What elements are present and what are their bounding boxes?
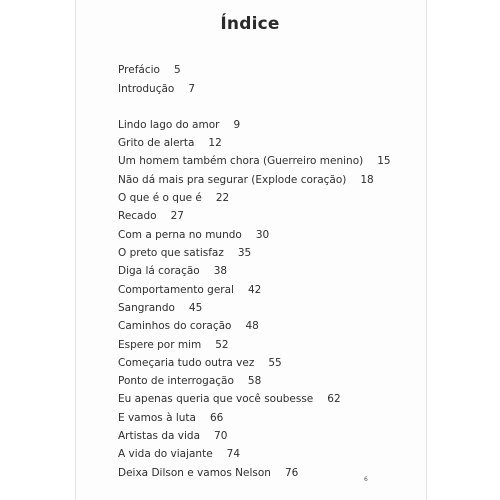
toc-entry bbox=[118, 174, 374, 187]
toc-entry bbox=[118, 119, 240, 132]
toc-entry-label: Comportamento geral bbox=[118, 284, 234, 296]
toc-entry-label: Ponto de interrogação bbox=[118, 375, 234, 387]
page-title: Índice bbox=[220, 14, 280, 34]
toc-entry bbox=[118, 393, 341, 406]
toc-entry-label: Espere por mim bbox=[118, 339, 202, 351]
toc-entry bbox=[118, 265, 227, 278]
toc-entry-label: Diga lá coração bbox=[118, 265, 200, 277]
toc-entry-page: 74 bbox=[226, 448, 241, 460]
toc-entry bbox=[118, 412, 223, 425]
toc-entry-page: 12 bbox=[208, 137, 222, 149]
toc-entry bbox=[118, 247, 251, 260]
toc-entry-label: Com a perna no mundo bbox=[118, 229, 242, 241]
toc-entry-page: 58 bbox=[247, 375, 262, 387]
page-number: 6 bbox=[364, 476, 368, 483]
toc-entry-page: 18 bbox=[360, 174, 374, 186]
toc-entry-label: Introdução bbox=[118, 83, 175, 95]
toc-entry-page: 55 bbox=[268, 357, 282, 369]
toc-entry-page: 38 bbox=[213, 265, 228, 277]
toc-entry bbox=[118, 229, 269, 242]
toc-entry-page: 9 bbox=[233, 119, 241, 131]
toc-entry bbox=[118, 192, 229, 205]
toc-entry-label: Deixa Dilson e vamos Nelson bbox=[118, 467, 271, 479]
toc-entry-page: 52 bbox=[215, 339, 229, 351]
toc-entry-page: 30 bbox=[255, 229, 270, 241]
toc-entry-page: 7 bbox=[188, 83, 196, 95]
toc-entry-label: Não dá mais pra segurar (Explode coração) bbox=[118, 174, 347, 186]
toc-entry-label: Começaria tudo outra vez bbox=[118, 357, 255, 369]
toc-entry-page: 22 bbox=[215, 192, 230, 204]
toc-entry-page: 5 bbox=[173, 64, 181, 76]
toc-entry-page: 48 bbox=[245, 320, 259, 332]
toc-entry-page: 76 bbox=[284, 467, 299, 479]
toc-entry bbox=[118, 64, 181, 77]
toc-entry bbox=[118, 448, 240, 461]
toc-entry-label: Grito de alerta bbox=[118, 137, 195, 149]
toc-entry-label: Lindo lago do amor bbox=[118, 119, 220, 131]
toc-entry-page: 15 bbox=[377, 155, 391, 167]
toc-entry bbox=[118, 357, 282, 370]
toc-entry-label: Prefácio bbox=[118, 64, 160, 76]
toc-entry-page: 45 bbox=[188, 302, 203, 314]
toc-entry-label: E vamos à luta bbox=[118, 412, 196, 424]
toc-entry-label: Um homem também chora (Guerreiro menino) bbox=[118, 155, 364, 167]
toc-entry bbox=[118, 467, 298, 480]
toc-entry bbox=[118, 375, 261, 388]
toc-entry bbox=[118, 83, 195, 96]
toc-entry-label: O que é o que é bbox=[118, 192, 202, 204]
toc-entry bbox=[118, 210, 184, 223]
toc-entry-page: 66 bbox=[209, 412, 224, 424]
toc-entry-page: 35 bbox=[237, 247, 252, 259]
toc-entry-label: Eu apenas queria que você soubesse bbox=[118, 393, 314, 405]
toc-entry-page: 62 bbox=[327, 393, 341, 405]
toc-entry bbox=[118, 137, 222, 150]
toc-entry-page: 27 bbox=[170, 210, 184, 222]
toc-entry-label: A vida do viajante bbox=[118, 448, 213, 460]
toc-entry-label: Artistas da vida bbox=[118, 430, 201, 442]
toc-entry bbox=[118, 284, 261, 297]
toc-entry-page: 42 bbox=[247, 284, 262, 296]
toc-entry-label: Caminhos do coração bbox=[118, 320, 232, 332]
toc-entry bbox=[118, 302, 202, 315]
toc-entry bbox=[118, 430, 227, 443]
toc-entry-label: Recado bbox=[118, 210, 157, 222]
toc-entry bbox=[118, 339, 229, 352]
toc-entry bbox=[118, 155, 391, 168]
toc-entry-label: Sangrando bbox=[118, 302, 175, 314]
toc-entry-label: O preto que satisfaz bbox=[118, 247, 224, 259]
toc-entry-page: 70 bbox=[214, 430, 228, 442]
toc-entry bbox=[118, 320, 259, 333]
